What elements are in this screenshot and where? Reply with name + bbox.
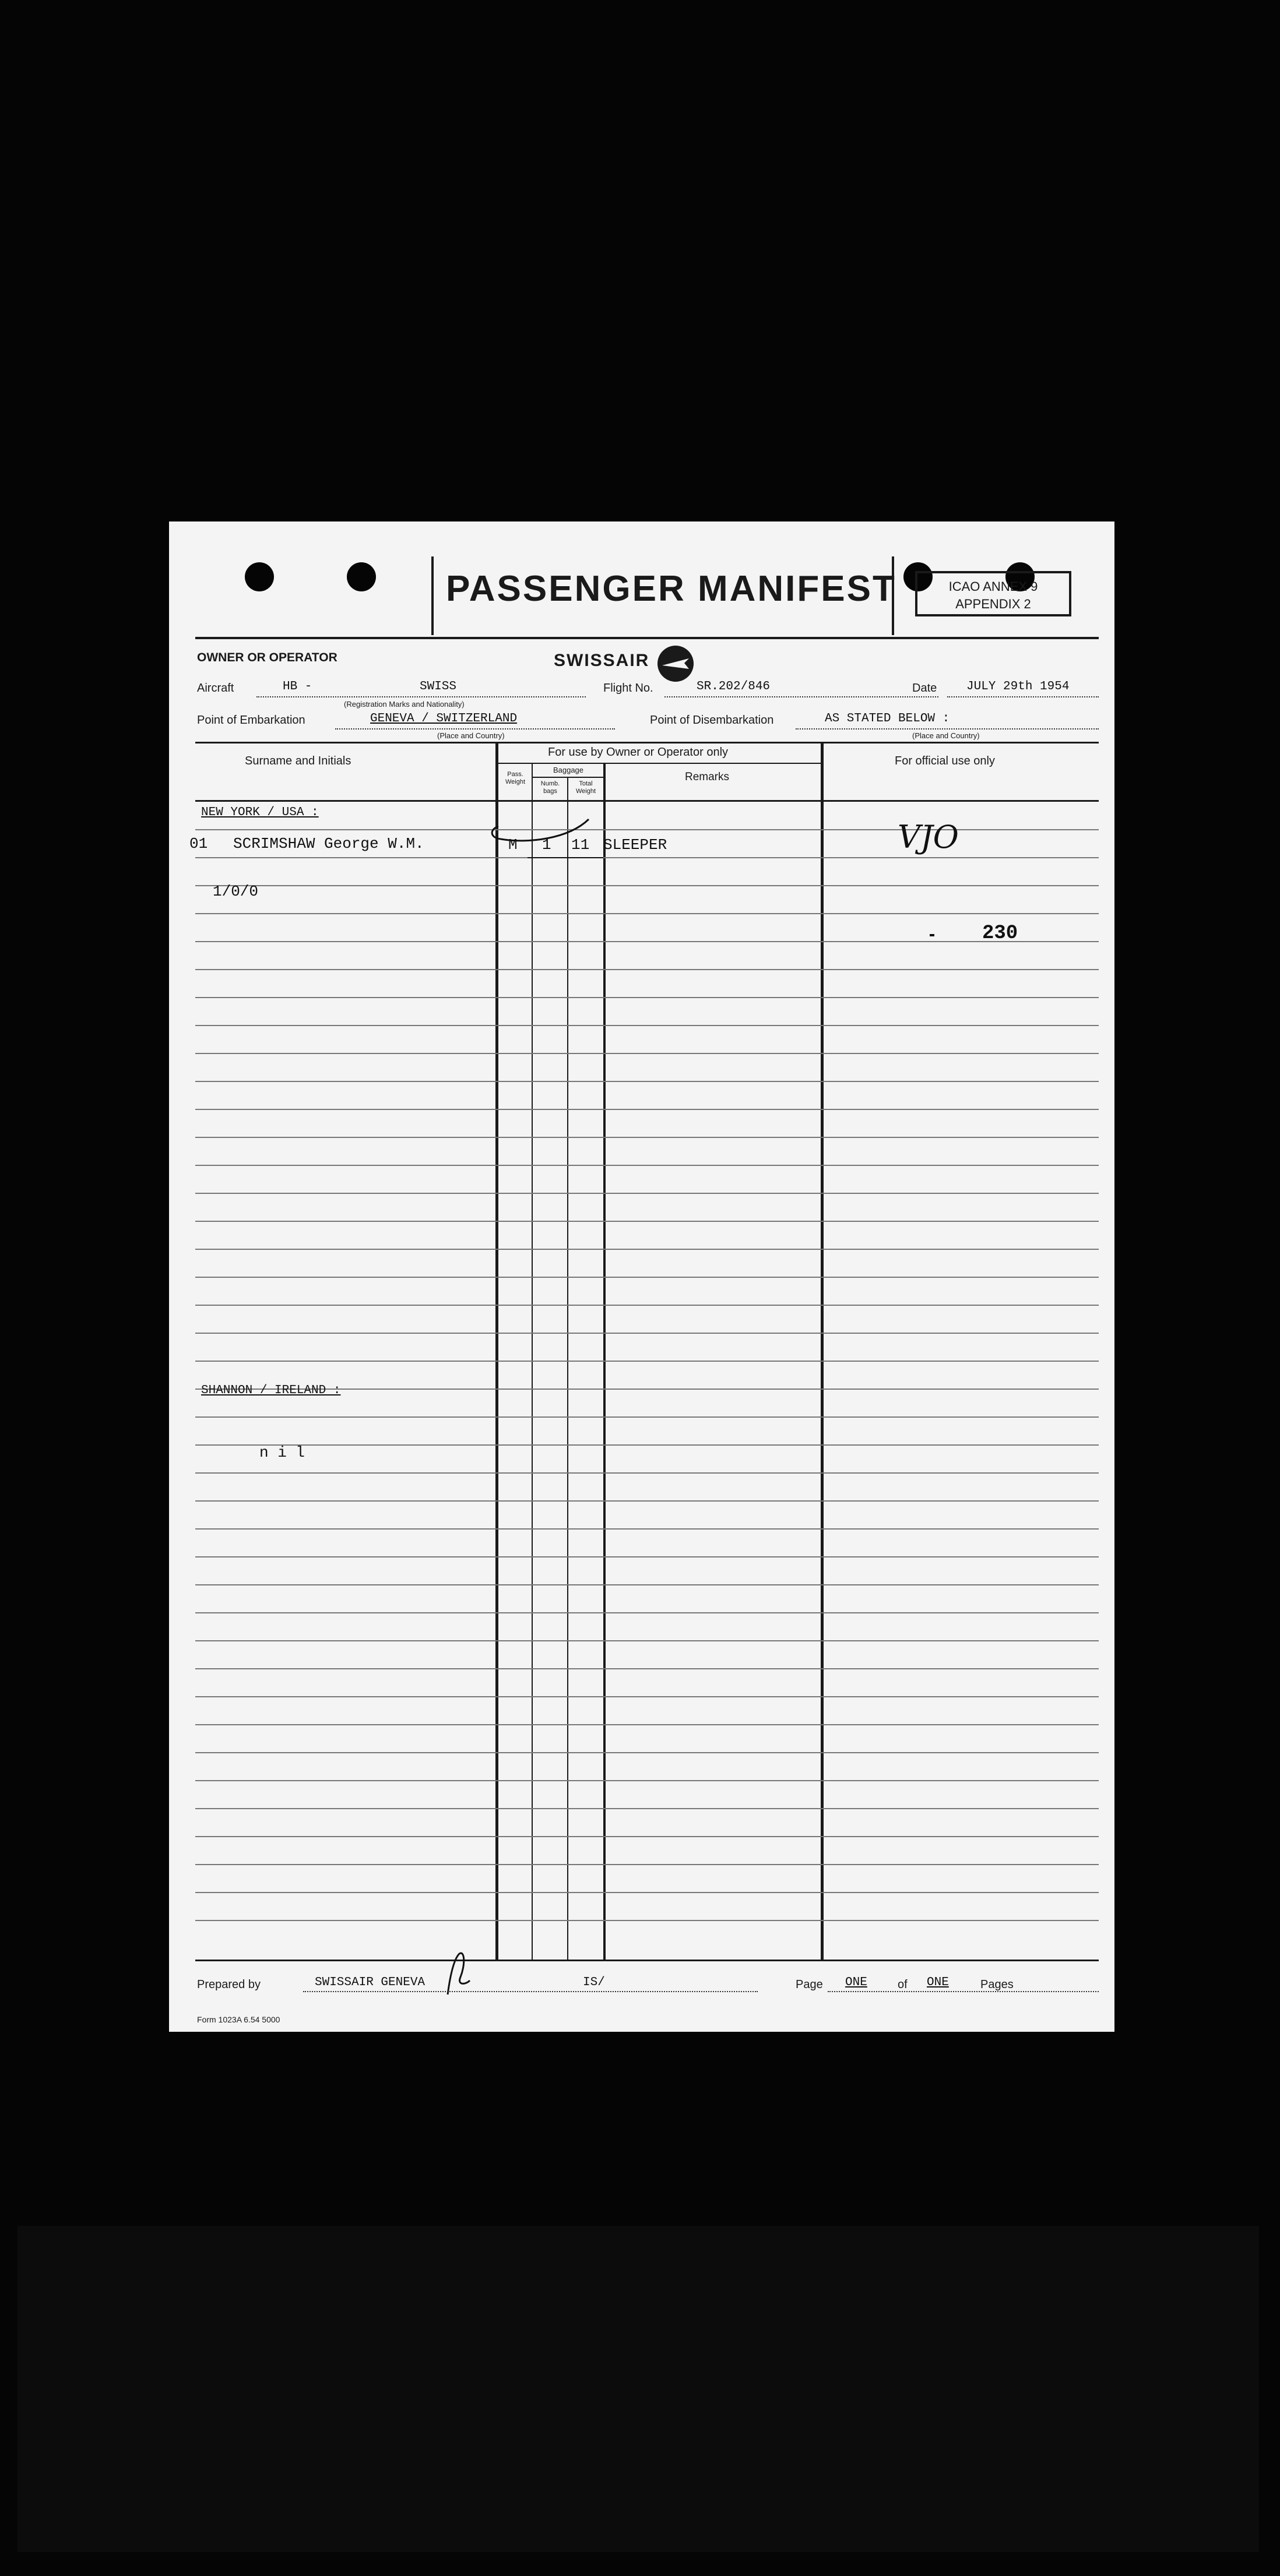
film-strip-shade bbox=[17, 2226, 1259, 2552]
details-bottom-rule bbox=[195, 742, 1099, 743]
passenger-bags: 1 bbox=[542, 836, 551, 854]
ruled-line bbox=[195, 1333, 1099, 1334]
ruled-line bbox=[195, 1752, 1099, 1753]
ruled-line bbox=[195, 1640, 1099, 1641]
embarkation-label: Point of Embarkation bbox=[197, 714, 305, 727]
pages-label: Pages bbox=[980, 1978, 1014, 1991]
flight-underline bbox=[664, 696, 938, 697]
ruled-line bbox=[195, 1500, 1099, 1502]
table-header-rule bbox=[195, 800, 1099, 802]
pass-weight-header: Pass. Weight bbox=[505, 771, 526, 785]
date-label: Date bbox=[912, 682, 937, 695]
aircraft-underline bbox=[256, 696, 586, 697]
ruled-line bbox=[195, 1920, 1099, 1921]
ruled-line bbox=[195, 913, 1099, 914]
disembarkation-value: AS STATED BELOW : bbox=[825, 712, 950, 725]
aircraft-label: Aircraft bbox=[197, 682, 234, 695]
check-mark-scribble bbox=[487, 810, 615, 862]
passenger-weight: M bbox=[508, 836, 518, 854]
manifest-sheet bbox=[169, 521, 1114, 2032]
ruled-line bbox=[195, 1808, 1099, 1809]
official-column-header: For official use only bbox=[895, 755, 995, 767]
official-initials-handwritten: VJO bbox=[898, 819, 959, 855]
ruled-line bbox=[195, 857, 1099, 858]
ruled-line bbox=[195, 1612, 1099, 1613]
form-number: Form 1023A 6.54 5000 bbox=[197, 2015, 280, 2024]
aircraft-value-right: SWISS bbox=[420, 680, 457, 693]
registration-note: (Registration Marks and Nationality) bbox=[344, 700, 465, 709]
section-shannon-value: n i l bbox=[259, 1444, 305, 1461]
signature-scribble bbox=[442, 1948, 477, 2000]
official-number: 230 bbox=[982, 922, 1018, 945]
embarkation-value: GENEVA / SWITZERLAND bbox=[370, 712, 518, 725]
prepared-underline bbox=[303, 1991, 758, 1992]
ruled-line bbox=[195, 1221, 1099, 1222]
embarkation-underline bbox=[335, 728, 615, 730]
airline-logo-text: SWISSAIR bbox=[554, 651, 650, 670]
disembarkation-note: (Place and Country) bbox=[912, 731, 980, 740]
prepared-by-label: Prepared by bbox=[197, 1978, 261, 1991]
ruled-line bbox=[195, 1696, 1099, 1697]
header-bottom-rule bbox=[195, 637, 1099, 639]
ruled-line bbox=[195, 1780, 1099, 1781]
passenger-remarks: SLEEPER bbox=[603, 836, 667, 854]
disembarkation-underline bbox=[796, 728, 1099, 730]
icao-appendix-label: APPENDIX 2 bbox=[955, 597, 1031, 611]
bags-column-divider bbox=[567, 778, 568, 1960]
of-value: ONE bbox=[927, 1976, 949, 1989]
ruled-line bbox=[195, 1305, 1099, 1306]
ruled-line bbox=[195, 1361, 1099, 1362]
page-label: Page bbox=[796, 1978, 823, 1991]
ruled-line bbox=[195, 941, 1099, 942]
passenger-name: SCRIMSHAW George W.M. bbox=[233, 835, 424, 852]
of-label: of bbox=[898, 1978, 908, 1991]
ruled-line bbox=[195, 1249, 1099, 1250]
ruled-line bbox=[195, 1444, 1099, 1446]
operator-only-header: For use by Owner or Operator only bbox=[548, 746, 729, 759]
remarks-column-header: Remarks bbox=[685, 771, 730, 783]
signed-mark: IS/ bbox=[583, 1976, 605, 1989]
official-dash-mark bbox=[930, 934, 934, 936]
aircraft-value-left: HB - bbox=[283, 680, 312, 693]
ruled-line bbox=[195, 1053, 1099, 1054]
punch-hole bbox=[347, 562, 376, 591]
operator-header-rule bbox=[498, 763, 821, 764]
ruled-line bbox=[195, 1528, 1099, 1530]
baggage-header: Baggage bbox=[553, 766, 584, 774]
passenger-count: 1/0/0 bbox=[213, 883, 259, 900]
ruled-line bbox=[195, 997, 1099, 998]
disembarkation-label: Point of Disembarkation bbox=[650, 714, 774, 727]
prepared-by-value: SWISSAIR GENEVA bbox=[315, 1976, 426, 1989]
flight-value: SR.202/846 bbox=[697, 680, 771, 693]
date-underline bbox=[947, 696, 1099, 697]
passenger-number: 01 bbox=[189, 835, 208, 852]
bags-number-header: Numb. bags bbox=[540, 780, 560, 795]
ruled-line bbox=[195, 1724, 1099, 1725]
page-value: ONE bbox=[845, 1976, 867, 1989]
punch-hole bbox=[245, 562, 274, 591]
passenger-total-weight: 11 bbox=[571, 836, 590, 854]
ruled-line bbox=[195, 1836, 1099, 1837]
page-title: PASSENGER MANIFEST bbox=[446, 569, 896, 609]
total-weight-header: Total Weight bbox=[575, 780, 596, 795]
ruled-line bbox=[195, 1193, 1099, 1194]
ruled-line bbox=[195, 1416, 1099, 1418]
ruled-line bbox=[195, 829, 1099, 830]
baggage-header-rule bbox=[533, 777, 603, 778]
ruled-line bbox=[195, 885, 1099, 886]
ruled-line bbox=[195, 969, 1099, 970]
ruled-line bbox=[195, 1892, 1099, 1893]
ruled-line bbox=[195, 1864, 1099, 1865]
flight-label: Flight No. bbox=[603, 682, 653, 695]
ruled-line bbox=[195, 1556, 1099, 1557]
ruled-line bbox=[195, 1137, 1099, 1138]
section-heading-shannon: SHANNON / IRELAND : bbox=[201, 1384, 341, 1397]
ruled-line bbox=[195, 1277, 1099, 1278]
ruled-line bbox=[195, 1472, 1099, 1474]
icao-annex-label: ICAO ANNEX 9 bbox=[948, 579, 1038, 594]
ruled-line bbox=[195, 1025, 1099, 1026]
ruled-line bbox=[195, 1081, 1099, 1082]
ruled-line bbox=[195, 1165, 1099, 1166]
section-heading-new-york: NEW YORK / USA : bbox=[201, 806, 319, 819]
airline-logo-icon bbox=[657, 646, 694, 682]
ruled-line bbox=[195, 1668, 1099, 1669]
remarks-column-divider bbox=[821, 743, 824, 1960]
owner-operator-label: OWNER OR OPERATOR bbox=[197, 651, 337, 664]
header-divider bbox=[431, 556, 434, 635]
table-bottom-rule bbox=[195, 1960, 1099, 1961]
date-value: JULY 29th 1954 bbox=[966, 680, 1070, 693]
pages-underline bbox=[828, 1991, 1099, 1992]
surname-column-divider bbox=[495, 743, 498, 1960]
icao-reference-box bbox=[915, 571, 1071, 616]
ruled-line bbox=[195, 1109, 1099, 1110]
ruled-line bbox=[195, 1584, 1099, 1585]
surname-column-header: Surname and Initials bbox=[245, 755, 351, 767]
embarkation-note: (Place and Country) bbox=[437, 731, 505, 740]
